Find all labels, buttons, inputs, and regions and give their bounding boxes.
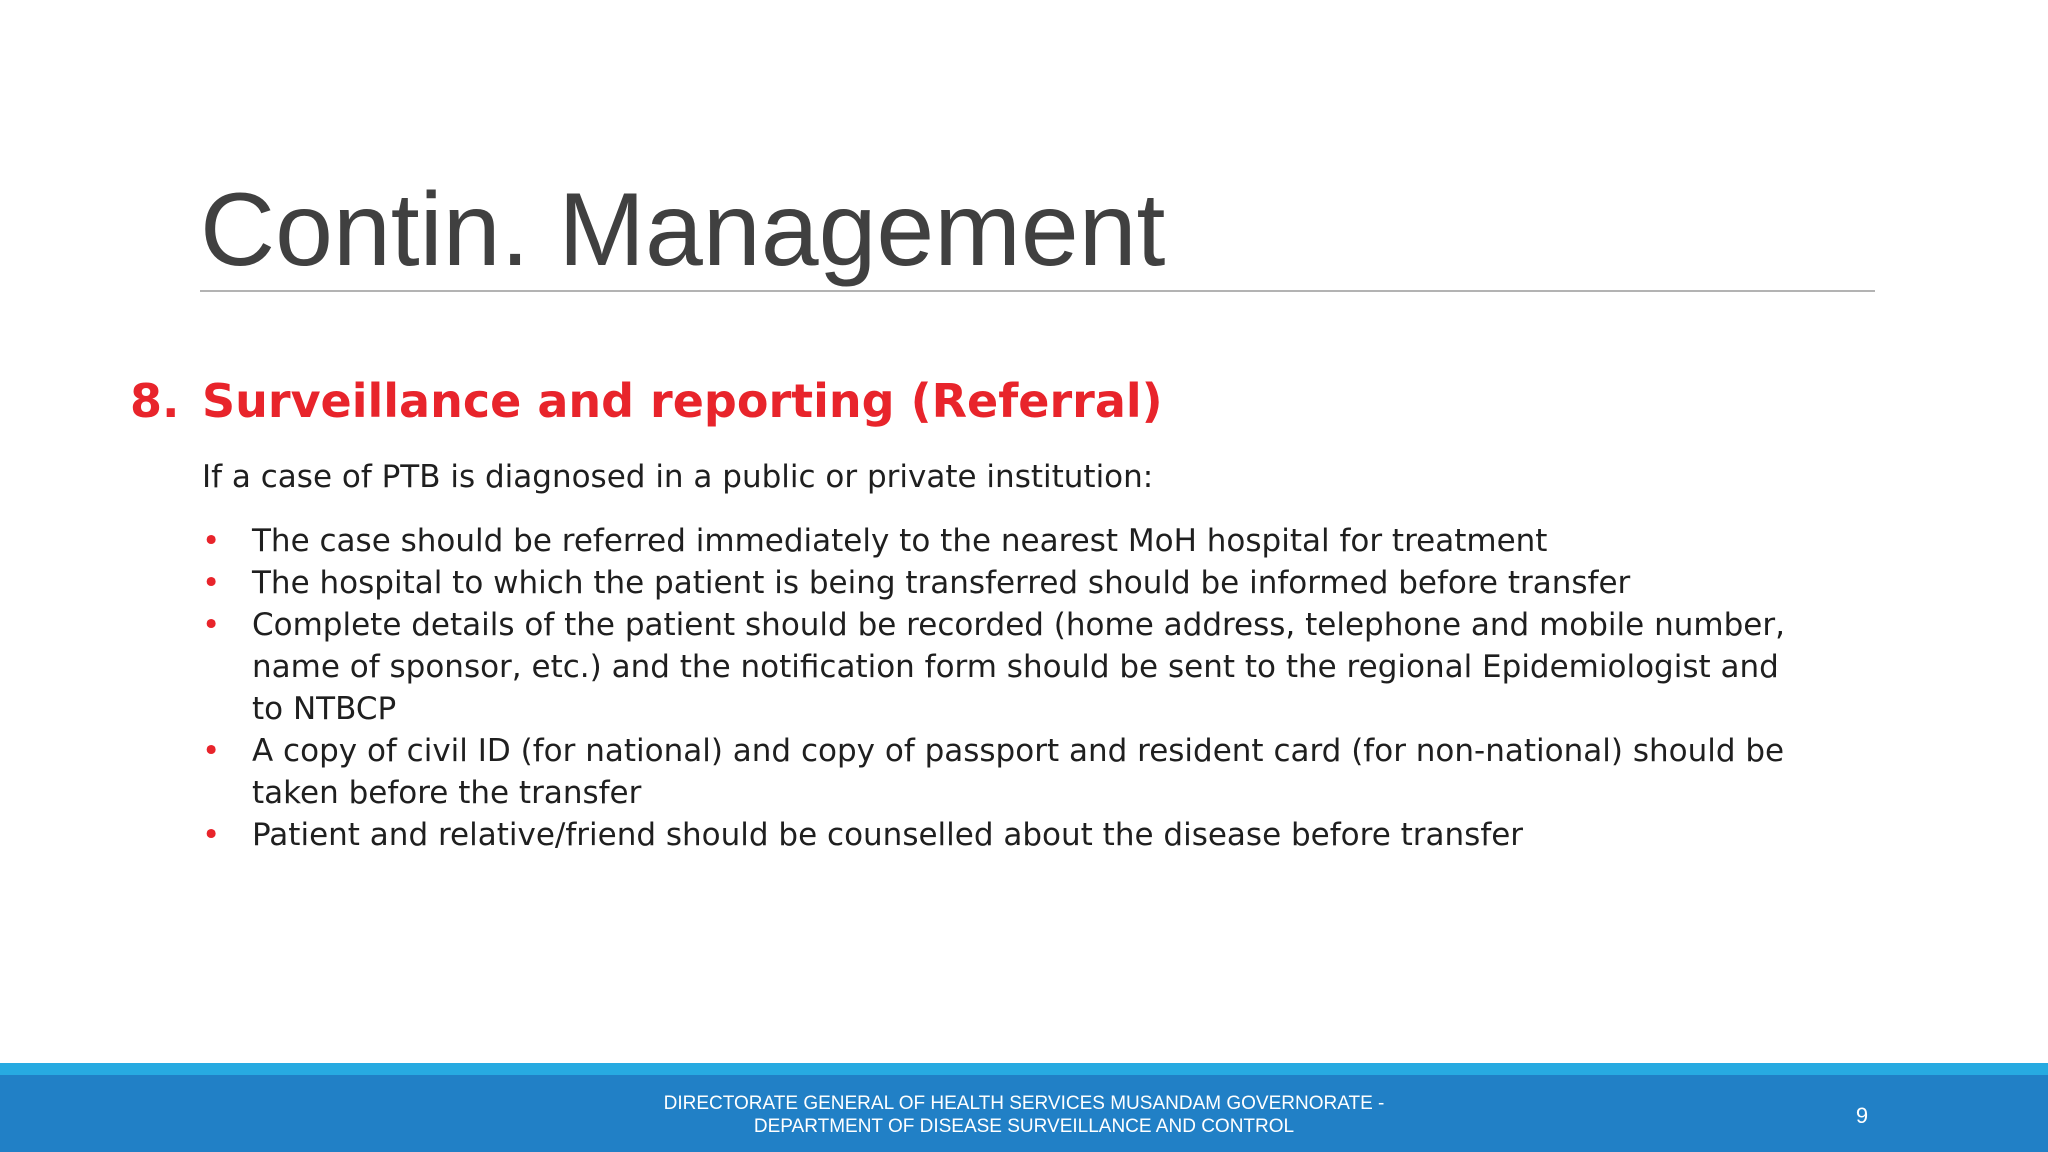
bullet-list [202, 520, 1802, 856]
bullet-item [202, 604, 1802, 730]
bullet-icon: • [202, 607, 221, 643]
footer-line-1: DIRECTORATE GENERAL OF HEALTH SERVICES MUSANDAM GOVERNORATE - [663, 1093, 1385, 1114]
bullet-text: The hospital to which the patient is being transferred should be informed before transfer [252, 565, 1631, 601]
bullet-item [202, 562, 1802, 604]
bullet-text: Complete details of the patient should be recorded (home address, telephone and mobile number, name of sponsor, etc.) and the notification form should be sent to the regional Epidemiologist and to NTBCP [252, 607, 1785, 727]
intro-text: If a case of PTB is diagnosed in a public or private institution: [202, 459, 1154, 495]
bullet-icon: • [202, 817, 221, 853]
slide-title: Contin. Management [200, 172, 1166, 288]
bullet-icon: • [202, 565, 221, 601]
bullet-text: A copy of civil ID (for national) and copy of passport and resident card (for non-national) should be taken before the transfer [252, 733, 1785, 811]
bullet-item [202, 814, 1802, 856]
section-number: 8. [130, 374, 180, 428]
bullet-item [202, 520, 1802, 562]
section-heading-text: Surveillance and reporting (Referral) [202, 374, 1163, 428]
page-number: 9 [1855, 1103, 1869, 1128]
footer-accent-strip [0, 1063, 2048, 1075]
footer-text [0, 1092, 2048, 1138]
bullet-item [202, 730, 1802, 814]
bullet-text: Patient and relative/friend should be counselled about the disease before transfer [252, 817, 1524, 853]
section-heading [130, 370, 1163, 432]
bullet-text: The case should be referred immediately to the nearest MoH hospital for treatment [252, 523, 1548, 559]
title-divider [200, 290, 1875, 292]
footer-line-2: DEPARTMENT OF DISEASE SURVEILLANCE AND CONTROL [753, 1116, 1295, 1137]
bullet-icon: • [202, 523, 221, 559]
bullet-icon: • [202, 733, 221, 769]
